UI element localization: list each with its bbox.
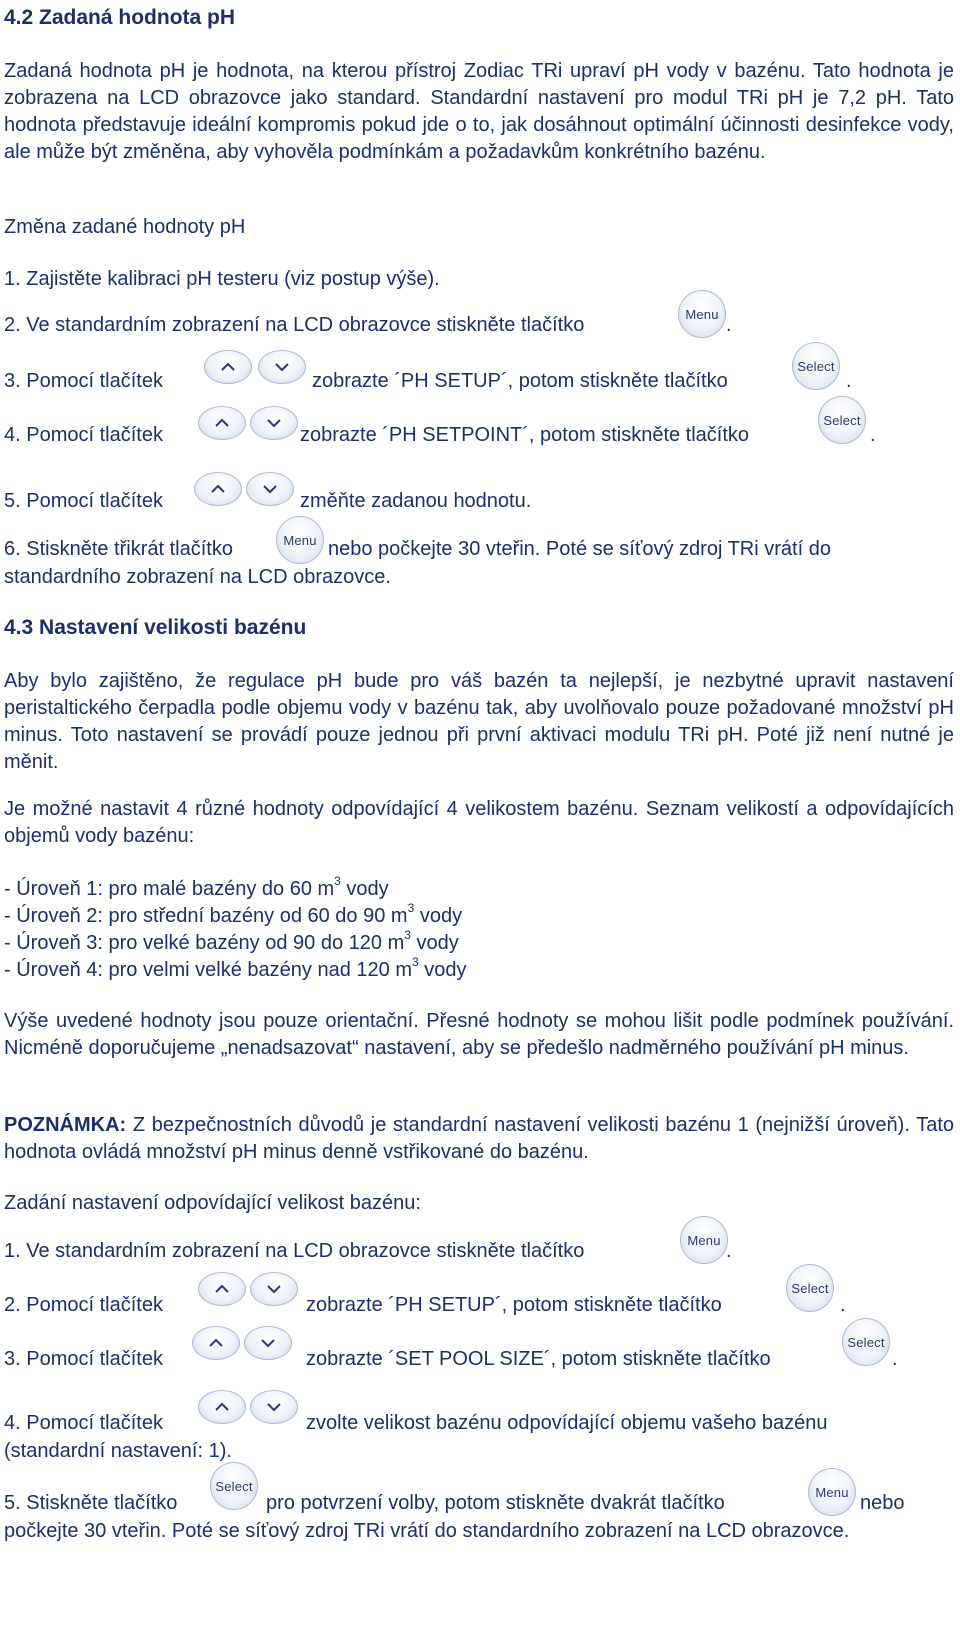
- menu-button-icon: [680, 1216, 728, 1264]
- arrow-up-icon: [194, 472, 242, 506]
- button-label: Menu: [815, 1484, 849, 1500]
- arrow-up-icon: [204, 350, 252, 384]
- step-2: [4, 306, 954, 340]
- step-text: 3. Pomocí tlačítek: [4, 370, 163, 392]
- step-4: [4, 412, 954, 450]
- button-label: Select: [847, 1334, 885, 1350]
- superscript: 3: [407, 901, 415, 916]
- pool-size-steps-intro: Zadání nastavení odpovídající velikost bazénu:: [4, 1192, 421, 1214]
- select-button-icon: [786, 1264, 834, 1312]
- arrow-down-icon: [250, 406, 298, 440]
- step-6-continued: standardního zobrazení na LCD obrazovce.: [4, 566, 391, 588]
- level-suffix: vody: [340, 878, 389, 900]
- arrow-up-icon: [198, 1272, 246, 1306]
- arrow-down-icon: [250, 1272, 298, 1306]
- button-label: Menu: [283, 532, 317, 548]
- select-button-icon: [210, 1462, 258, 1510]
- pool-step-4: [4, 1408, 954, 1438]
- note-label: POZNÁMKA:: [4, 1114, 127, 1136]
- step-3: [4, 358, 954, 396]
- level-item: [4, 930, 954, 957]
- step-text: zobrazte ´PH SETUP´, potom stiskněte tlačítko: [312, 370, 728, 392]
- pool-step-4-continued: (standardní nastavení: 1).: [4, 1440, 232, 1462]
- step-1: 1. Zajistěte kalibraci pH testeru (viz postup výše).: [4, 268, 440, 290]
- arrow-up-icon: [198, 406, 246, 440]
- step-text: změňte zadanou hodnotu.: [300, 490, 532, 512]
- step-text: 5. Stiskněte tlačítko: [4, 1492, 178, 1514]
- step-text: 2. Ve standardním zobrazení na LCD obrazovce stiskněte tlačítko: [4, 314, 585, 336]
- period: .: [726, 1240, 732, 1262]
- pool-step-2: [4, 1280, 954, 1320]
- pool-step-5-continued: počkejte 30 vteřin. Poté se síťový zdroj TRi vrátí do standardního zobrazení na LCD obrazovce.: [4, 1520, 850, 1542]
- section-heading-ph-setpoint: 4.2 Zadaná hodnota pH: [4, 6, 236, 29]
- arrow-down-icon: [258, 350, 306, 384]
- level-item: [4, 957, 954, 984]
- subheading-change-setpoint: Změna zadané hodnoty pH: [4, 216, 246, 238]
- menu-button-icon: [678, 290, 726, 338]
- superscript: 3: [411, 955, 419, 970]
- select-button-icon: [842, 1318, 890, 1366]
- level-item: [4, 876, 954, 903]
- button-label: Menu: [685, 306, 719, 322]
- arrow-up-icon: [192, 1326, 240, 1360]
- step-text: nebo: [860, 1492, 905, 1514]
- pool-size-paragraph: Aby bylo zajištěno, že regulace pH bude pro váš bazén ta nejlepší, je nezbytné upravit nastavení peristaltického čerpadla podle objemu vody v bazénu tak, aby uvolňovalo pouze požadované množství pH minus. Toto nastavení se provádí pouze jednou při první aktivaci modulu TRi pH. Poté již není nutné je měnit.: [4, 670, 954, 773]
- note-text: Z bezpečnostních důvodů je standardní nastavení velikosti bazénu 1 (nejnižší úroveň). Tato hodnota ovládá množství pH minus denně vstřikované do bazénu.: [4, 1114, 954, 1163]
- level-suffix: vody: [410, 932, 459, 954]
- step-text: nebo počkejte 30 vteřin. Poté se síťový zdroj TRi vrátí do: [328, 538, 831, 560]
- button-label: Select: [823, 412, 861, 428]
- step-5: [4, 486, 954, 516]
- button-label: Select: [215, 1478, 253, 1494]
- level-text: - Úroveň 4: pro velmi velké bazény nad 120 m: [4, 959, 412, 981]
- step-text: 2. Pomocí tlačítek: [4, 1294, 163, 1316]
- period: .: [870, 424, 876, 446]
- step-text: 4. Pomocí tlačítek: [4, 1412, 163, 1434]
- pool-step-5: [4, 1478, 954, 1518]
- pool-step-3: [4, 1334, 954, 1374]
- step-text: zvolte velikost bazénu odpovídající objemu vašeho bazénu: [306, 1412, 828, 1434]
- period: .: [846, 370, 852, 392]
- orientation-paragraph: Výše uvedené hodnoty jsou pouze orientační. Přesné hodnoty se mohou lišit podle podmínek používání. Nicméně doporučujeme „nenadsazovat“ nastavení, aby se předešlo nadměrného používání pH minus.: [4, 1010, 954, 1059]
- period: .: [892, 1348, 898, 1370]
- menu-button-icon: [808, 1468, 856, 1516]
- button-label: Select: [791, 1280, 829, 1296]
- step-text: 3. Pomocí tlačítek: [4, 1348, 163, 1370]
- step-text: zobrazte ´PH SETPOINT´, potom stiskněte tlačítko: [300, 424, 750, 446]
- level-suffix: vody: [414, 905, 463, 927]
- section-heading-pool-size: 4.3 Nastavení velikosti bazénu: [4, 616, 307, 639]
- arrow-down-icon: [244, 1326, 292, 1360]
- level-text: - Úroveň 1: pro malé bazény do 60 m: [4, 878, 335, 900]
- step-text: 4. Pomocí tlačítek: [4, 424, 163, 446]
- level-text: - Úroveň 2: pro střední bazény od 60 do 90 m: [4, 905, 408, 927]
- arrow-down-icon: [246, 472, 294, 506]
- step-text: 5. Pomocí tlačítek: [4, 490, 163, 512]
- superscript: 3: [334, 874, 341, 889]
- arrow-down-icon: [250, 1390, 298, 1424]
- button-label: Menu: [687, 1232, 721, 1248]
- note-paragraph: [4, 1112, 954, 1166]
- step-text: 6. Stiskněte třikrát tlačítko: [4, 538, 233, 560]
- step-text: zobrazte ´PH SETUP´, potom stiskněte tlačítko: [306, 1294, 722, 1316]
- levels-intro-paragraph: Je možné nastavit 4 různé hodnoty odpovídající 4 velikostem bazénu. Seznam velikostí a odpovídajících objemů vody bazénu:: [4, 798, 954, 847]
- level-text: - Úroveň 3: pro velké bazény od 90 do 120 m: [4, 932, 405, 954]
- level-item: [4, 903, 954, 930]
- level-suffix: vody: [418, 959, 467, 981]
- pool-step-1: [4, 1232, 954, 1266]
- superscript: 3: [404, 928, 411, 943]
- step-text: pro potvrzení volby, potom stiskněte dvakrát tlačítko: [266, 1492, 725, 1514]
- step-6: [4, 534, 954, 564]
- intro-paragraph: Zadaná hodnota pH je hodnota, na kterou přístroj Zodiac TRi upraví pH vody v bazénu. Tato hodnota je zobrazena na LCD obrazovce jako standard. Standardní nastavení pro modul TRi pH je 7,2 pH. Tato hodnota představuje ideální kompromis pokud jde o to, jak dosáhnout optimální účinnosti desinfekce vody, ale může být změněna, aby vyhověla podmínkám a požadavkům konkrétního bazénu.: [4, 60, 954, 163]
- button-label: Select: [797, 358, 835, 374]
- step-text: zobrazte ´SET POOL SIZE´, potom stiskněte tlačítko: [306, 1348, 771, 1370]
- menu-button-icon: [276, 516, 324, 564]
- period: .: [726, 314, 732, 336]
- select-button-icon: [792, 342, 840, 390]
- level-list: [4, 876, 954, 984]
- arrow-up-icon: [198, 1390, 246, 1424]
- select-button-icon: [818, 396, 866, 444]
- step-text: 1. Ve standardním zobrazení na LCD obrazovce stiskněte tlačítko: [4, 1240, 585, 1262]
- period: .: [840, 1294, 846, 1316]
